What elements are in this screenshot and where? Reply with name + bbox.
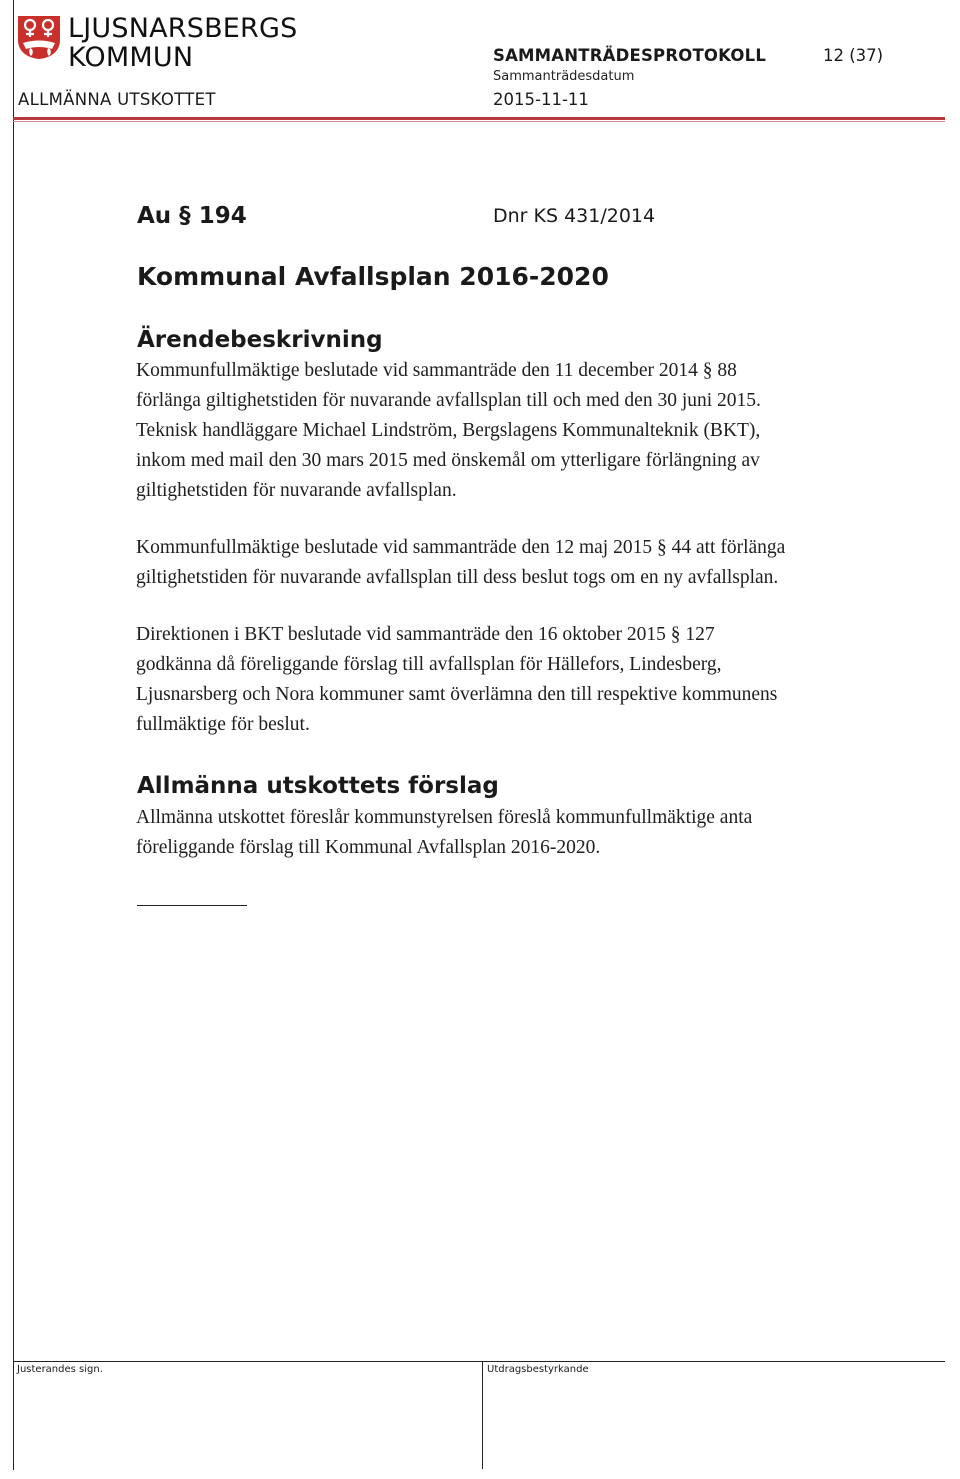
meeting-date-label: Sammanträdesdatum (493, 69, 635, 84)
organization-name-line2: KOMMUN (68, 42, 194, 73)
extract-certification-label: Utdragsbestyrkande (487, 1364, 589, 1375)
case-paragraph-number: Au § 194 (137, 203, 247, 229)
text-line: giltighetstiden för nuvarande avfallsplan. (136, 480, 457, 501)
paragraph (136, 356, 896, 506)
footer-column-divider (482, 1361, 483, 1469)
left-margin-rule (13, 0, 14, 1470)
header-divider-thin (13, 121, 945, 122)
committee-name: ALLMÄNNA UTSKOTTET (18, 90, 216, 109)
text-line: Direktionen i BKT beslutade vid sammanträde den 16 oktober 2015 § 127 (136, 624, 715, 645)
paragraph (136, 533, 896, 593)
text-line: Kommunfullmäktige beslutade vid sammanträde den 11 december 2014 § 88 (136, 360, 737, 381)
text-line: godkänna då föreliggande förslag till avfallsplan för Hällefors, Lindesberg, (136, 654, 722, 675)
case-title: Kommunal Avfallsplan 2016-2020 (137, 262, 609, 291)
text-line: Kommunfullmäktige beslutade vid sammanträde den 12 maj 2015 § 44 att förlänga (136, 537, 786, 558)
meeting-date: 2015-11-11 (493, 90, 589, 109)
page-number: 12 (37) (823, 46, 884, 65)
section-heading-description: Ärendebeskrivning (137, 327, 383, 353)
header-divider (13, 117, 945, 120)
section-heading-proposal: Allmänna utskottets förslag (137, 773, 499, 799)
text-line: Allmänna utskottet föreslår kommunstyrelsen föreslå kommunfullmäktige anta (136, 807, 753, 828)
organization-name (68, 14, 297, 72)
organization-name-line1: LJUSNARSBERGS (68, 13, 298, 44)
adjuster-signature-label: Justerandes sign. (17, 1364, 103, 1375)
text-line: förlänga giltighetstiden för nuvarande avfallsplan till och med den 30 juni 2015. (136, 390, 761, 411)
text-line: föreliggande förslag till Kommunal Avfallsplan 2016-2020. (136, 837, 601, 858)
registration-number: Dnr KS 431/2014 (493, 205, 656, 227)
end-of-section-rule (137, 905, 247, 906)
text-line: Ljusnarsberg och Nora kommuner samt överlämna den till respektive kommunens (136, 684, 778, 705)
text-line: inkom med mail den 30 mars 2015 med önskemål om ytterligare förlängning av (136, 450, 760, 471)
text-line: giltighetstiden för nuvarande avfallsplan till dess beslut togs om en ny avfallsplan. (136, 567, 779, 588)
municipal-crest-icon (16, 14, 62, 60)
document-type: SAMMANTRÄDESPROTOKOLL (493, 46, 767, 65)
text-line: fullmäktige för beslut. (136, 714, 310, 735)
paragraph (136, 803, 896, 863)
text-line: Teknisk handläggare Michael Lindström, Bergslagens Kommunalteknik (BKT), (136, 420, 761, 441)
footer-divider (13, 1361, 945, 1362)
paragraph (136, 620, 896, 740)
